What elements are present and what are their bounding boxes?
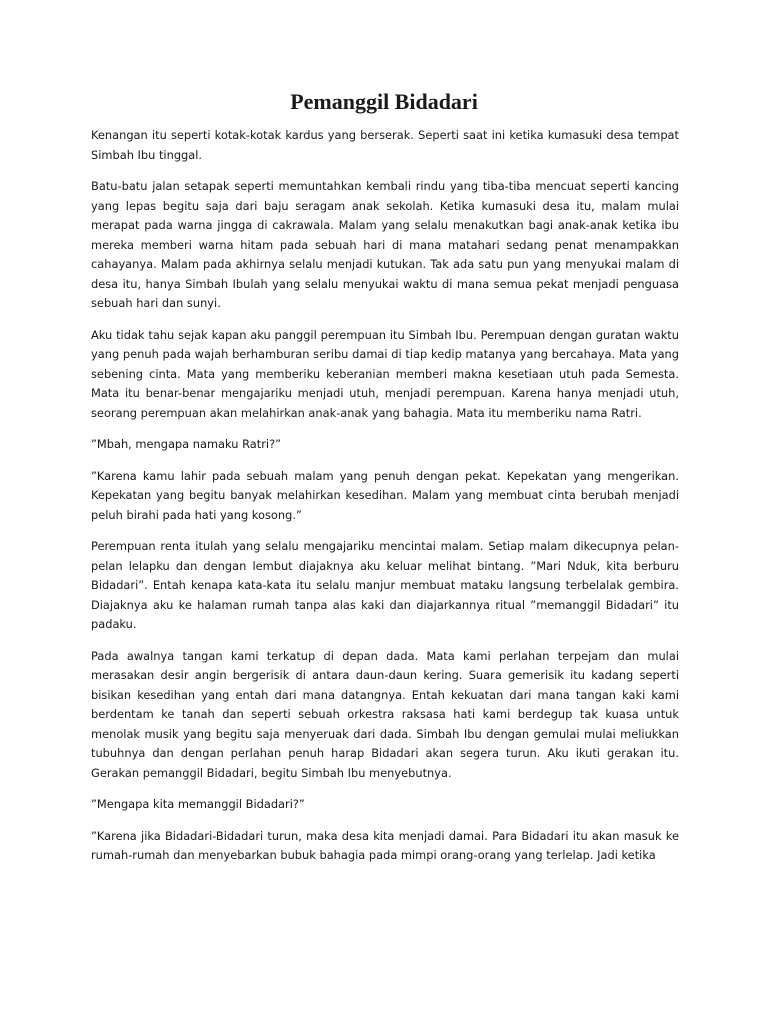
paragraph-9-dialogue: ”Karena jika Bidadari-Bidadari turun, maka desa kita menjadi damai. Para Bidadari itu akan masuk ke rumah-rumah dan menyebarkan bubuk bahagia pada mimpi orang-orang yang terlelap. Jadi ketika: [91, 828, 679, 862]
paragraph-5-dialogue: ”Karena kamu lahir pada sebuah malam yang penuh dengan pekat. Kepekatan yang mengerikan. Kepekatan yang begitu banyak melahirkan kesedihan. Malam yang membuat cinta berubah menjadi peluh birahi pada hati yang kosong.”: [91, 468, 679, 522]
document-body: [91, 126, 679, 878]
paragraph-4-dialogue: ”Mbah, mengapa namaku Ratri?”: [91, 437, 282, 451]
paragraph-1: Kenangan itu seperti kotak-kotak kardus yang berserak. Seperti saat ini ketika kumasuki desa tempat Simbah Ibu tinggal.: [91, 128, 679, 162]
paragraph-6: Perempuan renta itulah yang selalu mengajariku mencintai malam. Setiap malam dikecupnya pelan-pelan lelapku dan dengan lembut diajaknya aku keluar melihat bintang. ”Mari Nduk, kita berburu Bidadari”. Entah kenapa kata-kata itu selalu manjur membuat mataku langsung terbelalak gembira. Diajaknya aku ke halaman rumah tanpa alas kaki dan diajarkannya ritual ”memanggil Bidadari” itu padaku.: [91, 539, 679, 631]
document-title: Pemanggil Bidadari: [290, 89, 478, 114]
paragraph-2: Batu-batu jalan setapak seperti memuntahkan kembali rindu yang tiba-tiba mencuat seperti kancing yang lepas begitu saja dari baju seragam anak sekolah. Ketika kumasuki desa itu, malam mulai merapat pada warna jingga di cakrawala. Malam yang selalu menakutkan bagi anak-anak ketika ibu mereka memberi warna hitam pada sebuah hari di mana matahari sedang penat menampakkan cahayanya. Malam pada akhirnya selalu menjadi kutukan. Tak ada satu pun yang menyukai malam di desa itu, hanya Simbah Ibulah yang selalu menyukai waktu di mana semua pekat menjadi penguasa sebuah hari dan sunyi.: [91, 179, 679, 310]
paragraph-8-dialogue: ”Mengapa kita memanggil Bidadari?”: [91, 797, 305, 811]
paragraph-3: Aku tidak tahu sejak kapan aku panggil perempuan itu Simbah Ibu. Perempuan dengan guratan waktu yang penuh pada wajah berhamburan seribu damai di tiap kedip matanya yang bercahaya. Mata yang sebening cinta. Mata yang memberiku keberanian memberi makna kesetiaan utuh pada Semesta. Mata itu benar-benar mengajariku menjadi utuh, menjadi perempuan. Karena hanya menjadi utuh, seorang perempuan akan melahirkan anak-anak yang bahagia. Mata itu memberiku nama Ratri.: [91, 327, 679, 420]
paragraph-7: Pada awalnya tangan kami terkatup di depan dada. Mata kami perlahan terpejam dan mulai merasakan desir angin bergerisik di antara daun-daun kering. Suara gemerisik itu kadang seperti bisikan kesedihan yang entah dari mana datangnya. Entah kekuatan dari mana tangan kaki kami berdentam ke tanah dan seperti sebuah orkestra raksasa hati kami berdegup tak kuasa untuk menolak musik yang begitu saja menyeruak dari dada. Simbah Ibu dengan gemulai mulai meliukkan tubuhnya dan dengan perlahan penuh harap Bidadari akan segera turun. Aku ikuti gerakan itu. Gerakan pemanggil Bidadari, begitu Simbah Ibu menyebutnya.: [91, 648, 679, 780]
